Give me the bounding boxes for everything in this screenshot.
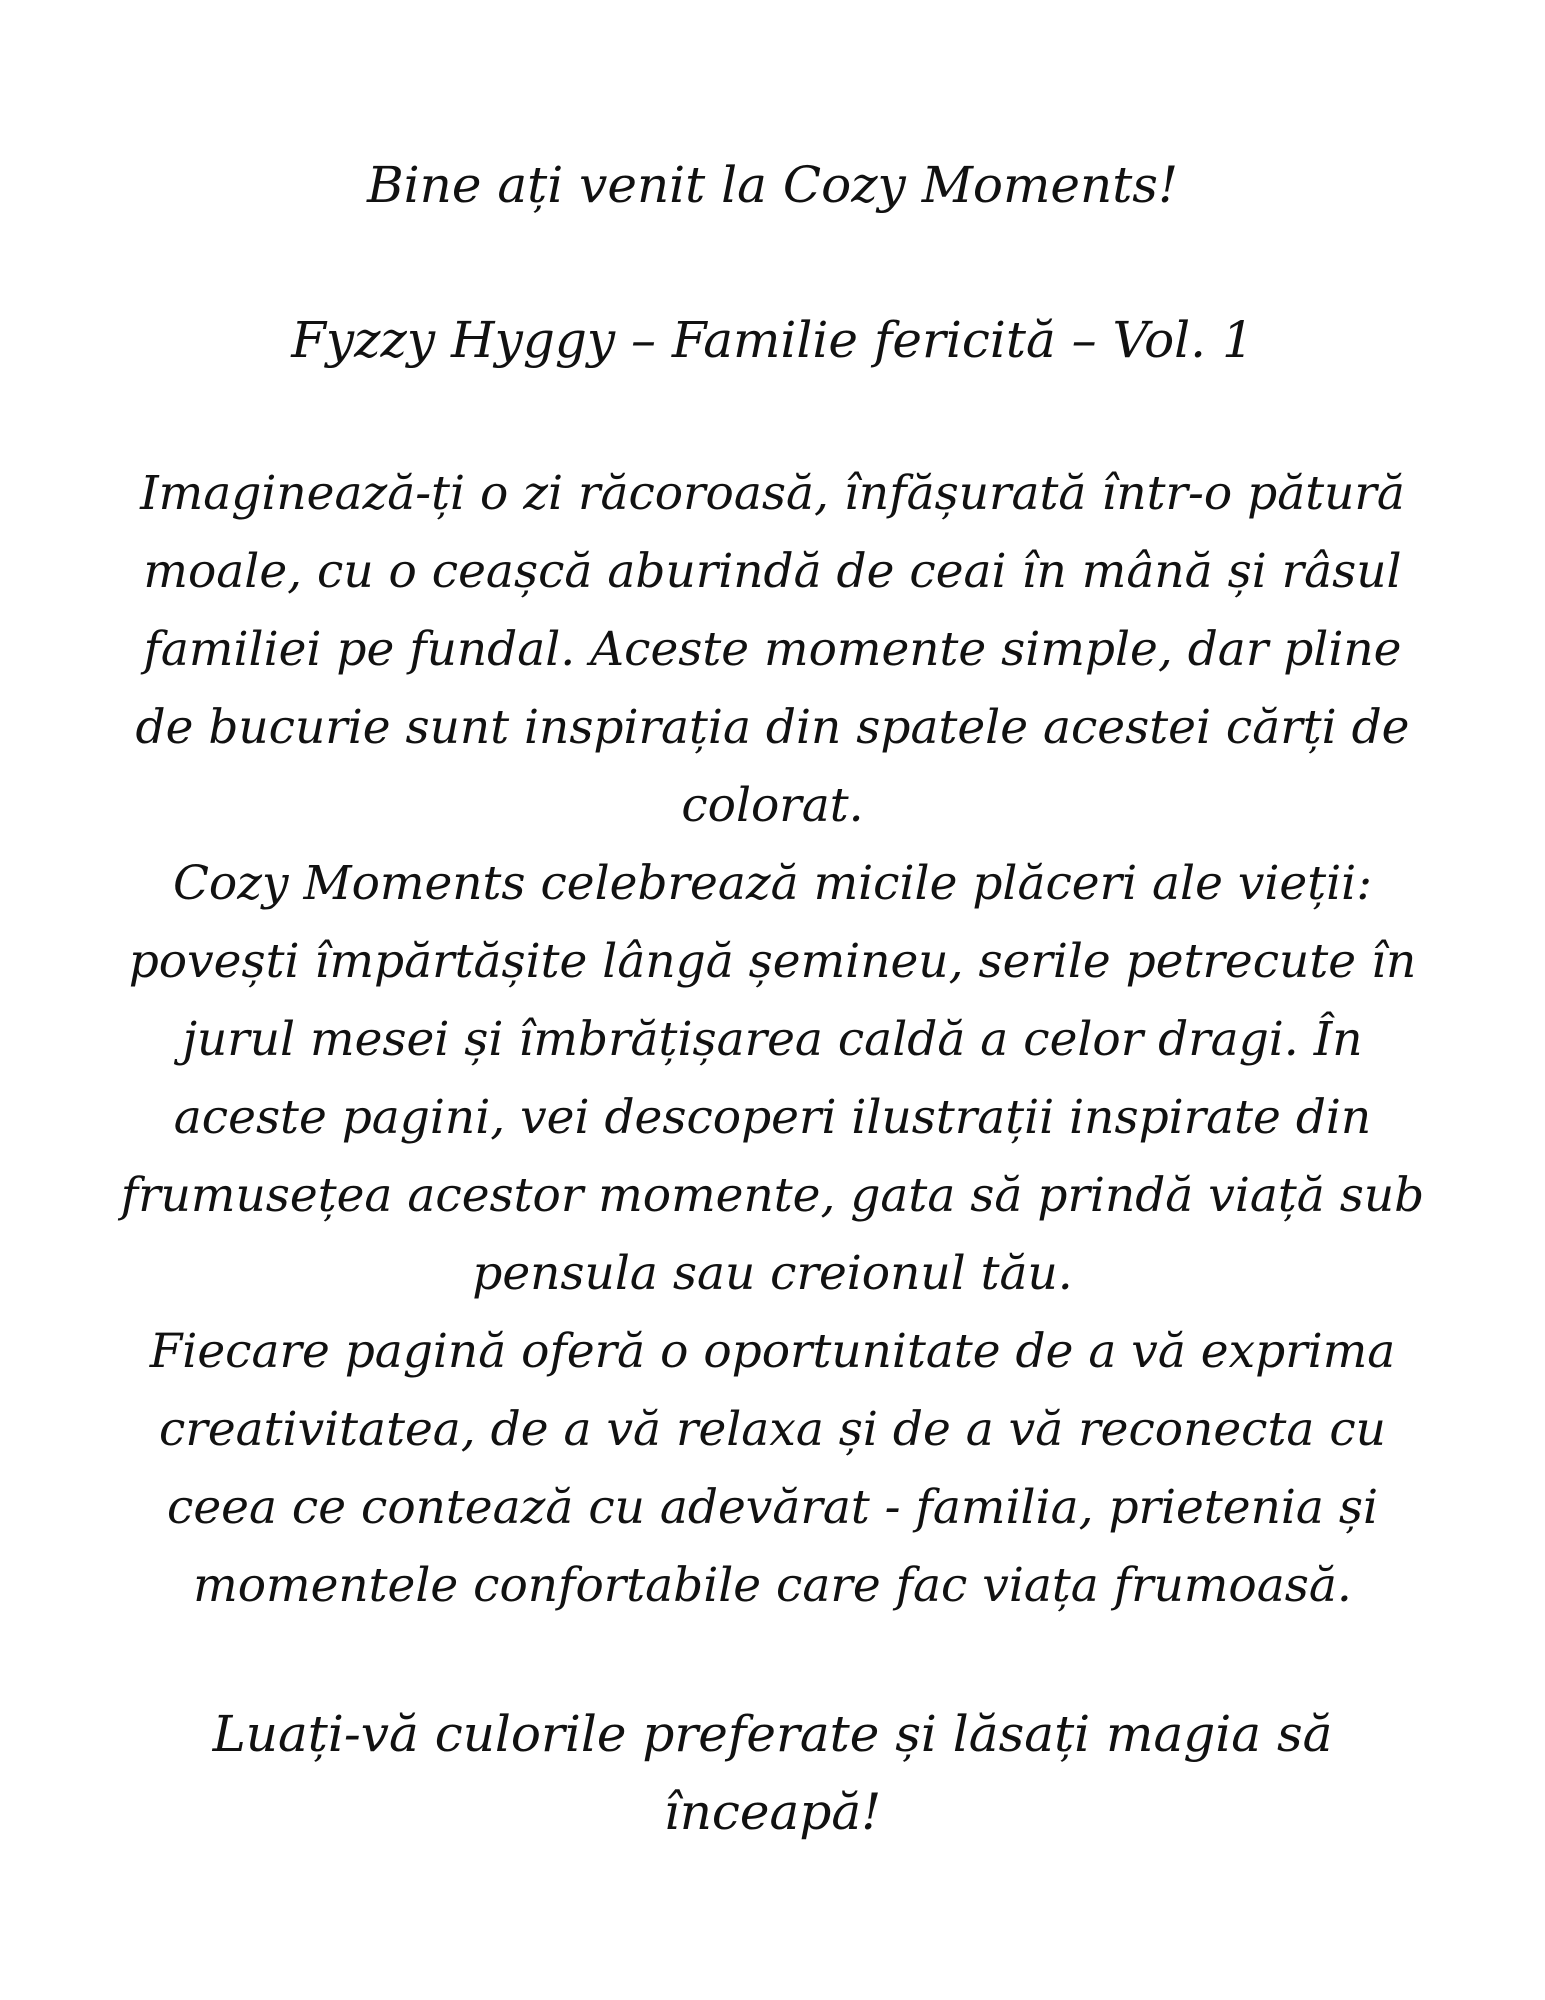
intro-body — [120, 455, 1425, 1625]
closing-line: Luați-vă culorile preferate și lăsați magia să înceapă! — [212, 1705, 1333, 1841]
book-subtitle: Fyzzy Hyggy – Familie fericită – Vol. 1 — [291, 311, 1254, 369]
intro-paragraph-1: Imaginează-ți o zi răcoroasă, înfășurată într-o pătură moale, cu o ceașcă aburindă de ceai în mână și râsul familiei pe fundal. Aceste momente simple, dar pline de bucurie sunt inspirația din spatele acestei cărți de colorat. — [135, 466, 1410, 833]
welcome-heading: Bine ați venit la Cozy Moments! — [366, 156, 1179, 214]
intro-paragraph-3: Fiecare pagină oferă o oportunitate de a vă exprima creativitatea, de a vă relaxa și de a vă reconecta cu ceea ce contează cu adevărat - familia, prietenia și momentele confortabile care fac viața frumoasă. — [149, 1324, 1396, 1613]
intro-paragraph-2: Cozy Moments celebrează micile plăceri ale vieții: povești împărtășite lângă șemineu, serile petrecute în jurul mesei și îmbrățișarea caldă a celor dragi. În aceste pagini, vei descoperi ilustrații inspirate din frumusețea acestor momente, gata să prindă viață sub pensula sau creionul tău. — [120, 856, 1425, 1301]
